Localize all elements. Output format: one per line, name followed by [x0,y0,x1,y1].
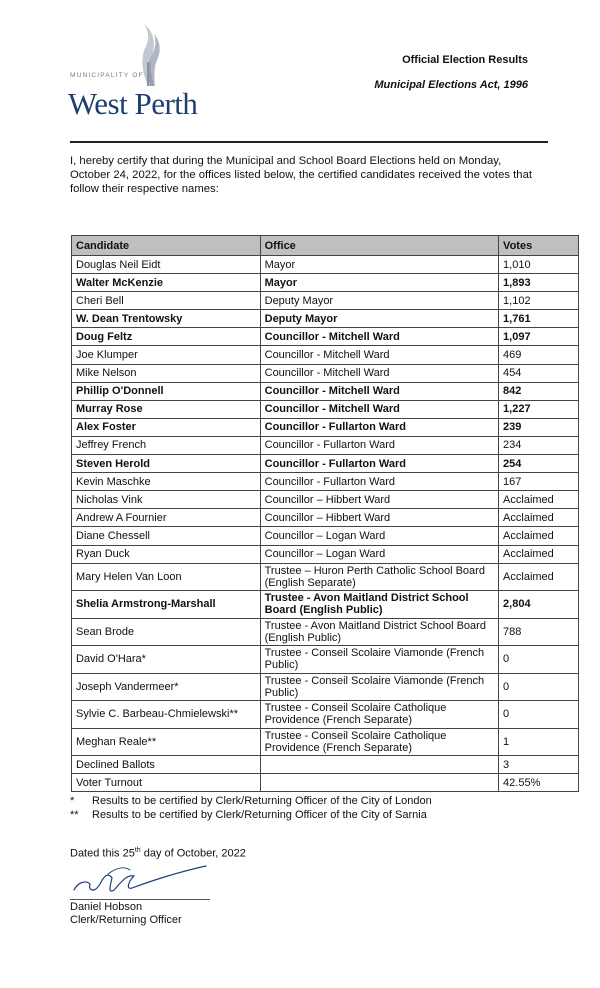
cell-votes: 1,097 [499,328,579,346]
table-row [72,364,579,382]
table-row [72,491,579,509]
cell-candidate: Sylvie C. Barbeau-Chmielewski** [72,701,261,729]
cell-candidate: Joseph Vandermeer* [72,673,261,701]
cell-office: Mayor [260,256,498,274]
cell-office: Trustee - Conseil Scolaire Viamonde (French Public) [260,646,498,674]
cell-candidate: Kevin Maschke [72,473,261,491]
table-row [72,473,579,491]
cell-votes: Acclaimed [499,527,579,545]
signer-block [70,901,182,927]
cell-candidate: Voter Turnout [72,774,261,792]
cell-office: Trustee - Conseil Scolaire Viamonde (French Public) [260,673,498,701]
footnote-text: Results to be certified by Clerk/Returning Officer of the City of London [92,795,432,807]
cell-votes: 469 [499,346,579,364]
cell-office: Trustee - Avon Maitland District School Board (English Public) [260,591,498,619]
table-row [72,292,579,310]
cell-votes: 0 [499,646,579,674]
table-row [72,646,579,674]
cell-office: Trustee – Huron Perth Catholic School Board (English Separate) [260,563,498,591]
cell-candidate: Alex Foster [72,418,261,436]
dated-suffix: th [134,847,141,854]
cell-votes: 1,761 [499,310,579,328]
cell-candidate: Walter McKenzie [72,274,261,292]
signer-name: Daniel Hobson [70,901,143,913]
table-row [72,256,579,274]
dated-prefix: Dated this 25 [70,847,135,860]
cell-votes: 239 [499,418,579,436]
cell-votes: Acclaimed [499,545,579,563]
cell-candidate: Declined Ballots [72,756,261,774]
footnote-text: Results to be certified by Clerk/Returning Officer of the City of Sarnia [92,809,427,821]
cell-office: Councillor - Mitchell Ward [260,346,498,364]
cell-votes: 167 [499,473,579,491]
cell-votes: 3 [499,756,579,774]
table-row [72,328,579,346]
table-row [72,509,579,527]
logo-municipality-text: MUNICIPALITY OF [70,72,144,79]
cell-office: Councillor - Fullarton Ward [260,455,498,473]
cell-votes: 42.55% [499,774,579,792]
table-row [72,545,579,563]
cell-office: Trustee - Conseil Scolaire Catholique Providence (French Separate) [260,728,498,756]
cell-office: Deputy Mayor [260,292,498,310]
cell-candidate: Diane Chessell [72,527,261,545]
table-row [72,346,579,364]
cell-candidate: Meghan Reale** [72,728,261,756]
table-row [72,673,579,701]
cell-votes: 1,227 [499,400,579,418]
cell-candidate: David O'Hara* [72,646,261,674]
cell-office: Councillor - Mitchell Ward [260,328,498,346]
cell-office [260,756,498,774]
table-row [72,591,579,619]
cell-candidate: Sean Brode [72,618,261,646]
cell-votes: 1,010 [499,256,579,274]
cell-candidate: Ryan Duck [72,545,261,563]
table-row [72,310,579,328]
cell-candidate: Cheri Bell [72,292,261,310]
signer-title: Clerk/Returning Officer [70,914,182,926]
signature-line [70,899,210,900]
cell-office: Councillor – Hibbert Ward [260,509,498,527]
cell-votes: 1 [499,728,579,756]
header-votes: Votes [499,236,579,256]
cell-candidate: Douglas Neil Eidt [72,256,261,274]
cell-votes: 0 [499,701,579,729]
cell-votes: 1,102 [499,292,579,310]
document-title: Official Election Results [402,54,528,66]
table-row [72,728,579,756]
signature-image [68,860,218,902]
cell-votes: 842 [499,382,579,400]
cell-office: Councillor - Mitchell Ward [260,364,498,382]
cell-candidate: Nicholas Vink [72,491,261,509]
table-row [72,436,579,454]
table-row [72,400,579,418]
table-row [72,756,579,774]
document-subtitle: Municipal Elections Act, 1996 [374,79,528,91]
cell-votes: 2,804 [499,591,579,619]
cell-votes: Acclaimed [499,563,579,591]
cell-office: Trustee - Avon Maitland District School Board (English Public) [260,618,498,646]
certification-statement: I, hereby certify that during the Municipal and School Board Elections held on Monday, October 24, 2022, for the offices listed below, the certified candidates received the votes that follow their respective names: [70,155,532,195]
table-row [72,274,579,292]
cell-candidate: Andrew A Fournier [72,509,261,527]
header-divider [70,141,548,143]
table-row [72,774,579,792]
cell-candidate: Murray Rose [72,400,261,418]
cell-candidate: W. Dean Trentowsky [72,310,261,328]
cell-office [260,774,498,792]
cell-office: Councillor - Fullarton Ward [260,418,498,436]
cell-office: Councillor – Logan Ward [260,545,498,563]
table-row [72,527,579,545]
cell-office: Councillor – Hibbert Ward [260,491,498,509]
header-office: Office [260,236,498,256]
cell-candidate: Mike Nelson [72,364,261,382]
logo-name: West Perth [68,86,198,121]
results-header-row [72,236,579,256]
dated-rest: day of October, 2022 [140,847,246,860]
municipality-logo [68,22,198,122]
table-row [72,701,579,729]
footnote-mark: ** [70,809,79,821]
cell-office: Councillor - Fullarton Ward [260,436,498,454]
cell-candidate: Doug Feltz [72,328,261,346]
cell-office: Trustee - Conseil Scolaire Catholique Providence (French Separate) [260,701,498,729]
cell-office: Councillor - Fullarton Ward [260,473,498,491]
cell-office: Deputy Mayor [260,310,498,328]
cell-votes: 234 [499,436,579,454]
results-body [72,256,579,792]
footnote-sarnia [70,809,427,821]
cell-candidate: Joe Klumper [72,346,261,364]
cell-office: Councillor - Mitchell Ward [260,400,498,418]
cell-votes: 788 [499,618,579,646]
table-row [72,382,579,400]
cell-candidate: Jeffrey French [72,436,261,454]
header-candidate: Candidate [72,236,261,256]
footnote-mark: * [70,795,75,807]
dated-line [70,847,246,860]
cell-candidate: Mary Helen Van Loon [72,563,261,591]
table-row [72,455,579,473]
cell-votes: Acclaimed [499,491,579,509]
table-row [72,418,579,436]
cell-votes: 454 [499,364,579,382]
table-row [72,618,579,646]
cell-votes: 0 [499,673,579,701]
cell-votes: 1,893 [499,274,579,292]
results-table [71,235,579,792]
cell-candidate: Shelia Armstrong-Marshall [72,591,261,619]
cell-candidate: Phillip O'Donnell [72,382,261,400]
table-row [72,563,579,591]
cell-votes: Acclaimed [499,509,579,527]
cell-candidate: Steven Herold [72,455,261,473]
cell-votes: 254 [499,455,579,473]
cell-office: Mayor [260,274,498,292]
cell-office: Councillor – Logan Ward [260,527,498,545]
footnote-london [70,795,432,807]
cell-office: Councillor - Mitchell Ward [260,382,498,400]
